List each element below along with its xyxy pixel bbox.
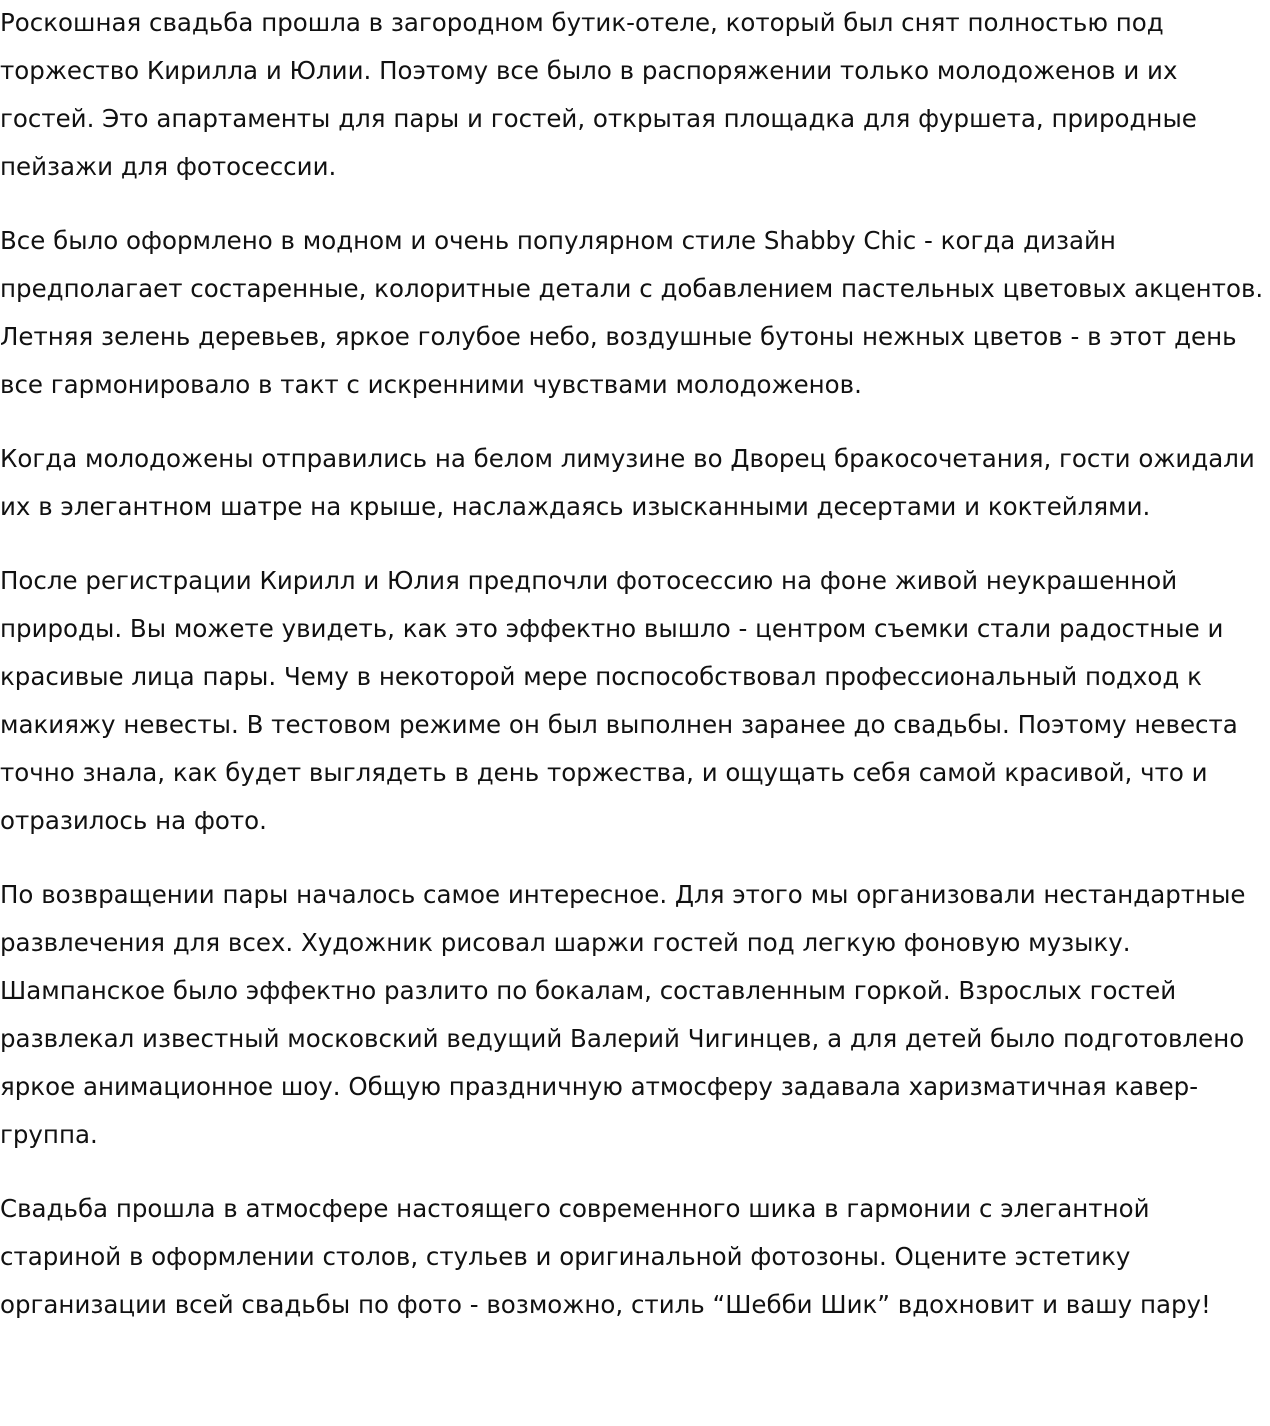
paragraph-style: Все было оформлено в модном и очень популярном стиле Shabby Chic - когда дизайн предполагает состаренные, колоритные детали с добавлением пастельных цветовых акцентов. Летняя зелень деревьев, яркое голубое небо, воздушные бутоны нежных цветов - в этот день все гармонировало в такт с искренними чувствами молодоженов. [0,226,1264,399]
paragraph-entertainment: По возвращении пары началось самое интересное. Для этого мы организовали нестандартные развлечения для всех. Художник рисовал шаржи гостей под легкую фоновую музыку. Шампанское было эффектно разлито по бокалам, составленным горкой. Взрослых гостей развлекал известный московский ведущий Валерий Чигинцев, а для детей было подготовлено яркое анимационное шоу. Общую праздничную атмосферу задавала харизматичная кавер-группа. [0,880,1246,1149]
paragraph-venue: Роскошная свадьба прошла в загородном бутик-отеле, который был снят полностью под торжество Кирилла и Юлии. Поэтому все было в распоряжении только молодоженов и их гостей. Это апартаменты для пары и гостей, открытая площадка для фуршета, природные пейзажи для фотосессии. [0,8,1197,181]
paragraph-guests: Когда молодожены отправились на белом лимузине во Дворец бракосочетания, гости ожидали их в элегантном шатре на крыше, наслаждаясь изысканными десертами и коктейлями. [0,444,1255,521]
paragraph-photosession: После регистрации Кирилл и Юлия предпочли фотосессию на фоне живой неукрашенной природы. Вы можете увидеть, как это эффектно вышло - центром съемки стали радостные и красивые лица пары. Чему в некоторой мере поспособствовал профессиональный подход к макияжу невесты. В тестовом режиме он был выполнен заранее до свадьбы. Поэтому невеста точно знала, как будет выглядеть в день торжества, и ощущать себя самой красивой, что и отразилось на фото. [0,566,1238,835]
paragraph-conclusion: Свадьба прошла в атмосфере настоящего современного шика в гармонии с элегантной стариной в оформлении столов, стульев и оригинальной фотозоны. Оцените эстетику организации всей свадьбы по фото - возможно, стиль “Шебби Шик” вдохновит и вашу пару! [0,1194,1211,1319]
